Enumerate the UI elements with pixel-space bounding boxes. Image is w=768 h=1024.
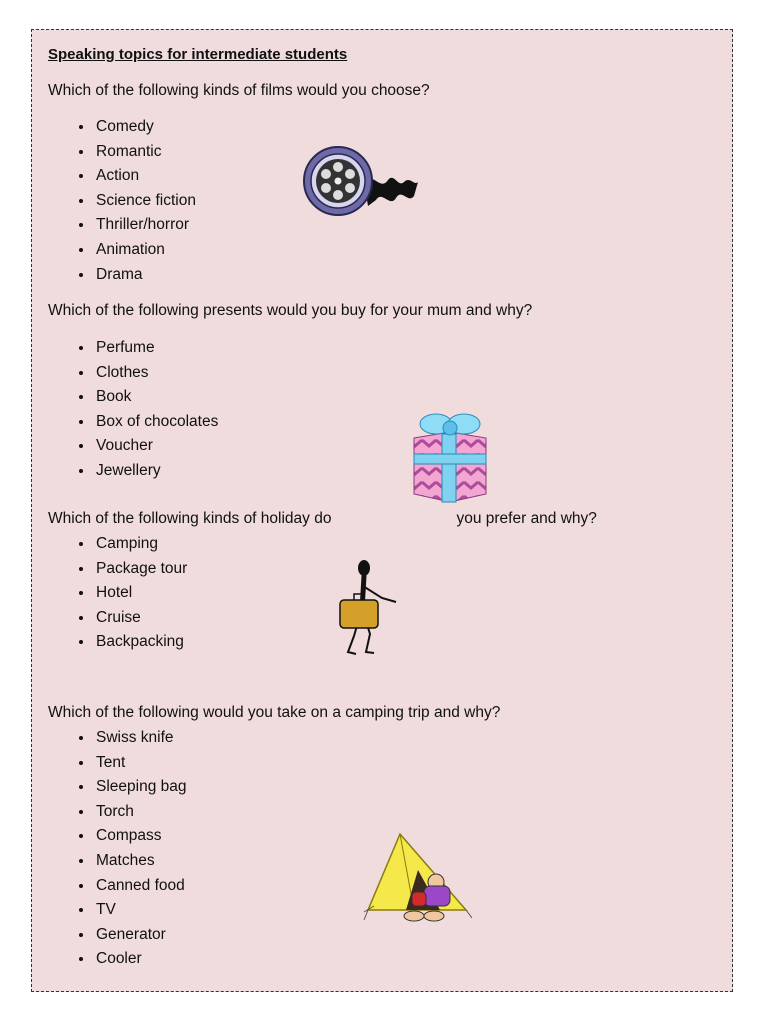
list-item: • Perfume	[94, 336, 218, 361]
list-item: • Cooler	[94, 947, 187, 972]
list-item: • Backpacking	[94, 630, 187, 655]
worksheet-title: Speaking topics for intermediate students	[48, 46, 348, 63]
question-films: Which of the following kinds of films would you choose?	[48, 82, 430, 99]
list-item: • Book	[94, 385, 218, 410]
list-item: • Package tour	[94, 557, 187, 582]
list-item: • Canned food	[94, 874, 187, 899]
list-item: • Generator	[94, 923, 187, 948]
list-item: • Romantic	[94, 140, 196, 165]
list-item: • Box of chocolates	[94, 410, 218, 435]
presents-list	[72, 336, 218, 484]
list-item: • Animation	[94, 238, 196, 263]
gift-box-icon	[408, 408, 492, 504]
list-item: • Tent	[94, 751, 187, 776]
worksheet-page	[31, 29, 733, 992]
camping-list	[72, 726, 187, 972]
list-item: • Hotel	[94, 581, 187, 606]
question-holiday-start: Which of the following kinds of holiday do	[48, 510, 332, 527]
holiday-list	[72, 532, 187, 655]
list-item: • Clothes	[94, 361, 218, 386]
list-item: • Drama	[94, 263, 196, 288]
question-camping: Which of the following would you take on a camping trip and why?	[48, 704, 501, 721]
list-item: • Compass	[94, 824, 187, 849]
question-holiday	[48, 510, 597, 528]
list-item: • Camping	[94, 532, 187, 557]
list-item: • Science fiction	[94, 189, 196, 214]
list-item: • Jewellery	[94, 459, 218, 484]
traveller-with-suitcase-icon	[334, 558, 404, 660]
list-item: • TV	[94, 898, 187, 923]
films-list	[72, 115, 196, 287]
list-item: • Sleeping bag	[94, 775, 187, 800]
film-reel-icon	[302, 140, 422, 222]
question-holiday-end: you prefer and why?	[456, 510, 597, 527]
list-item: • Cruise	[94, 606, 187, 631]
list-item: • Comedy	[94, 115, 196, 140]
list-item: • Swiss knife	[94, 726, 187, 751]
question-presents: Which of the following presents would you buy for your mum and why?	[48, 302, 533, 319]
list-item: • Torch	[94, 800, 187, 825]
list-item: • Action	[94, 164, 196, 189]
tent-camper-icon	[362, 830, 472, 928]
list-item: • Voucher	[94, 434, 218, 459]
list-item: • Matches	[94, 849, 187, 874]
list-item: • Thriller/horror	[94, 213, 196, 238]
